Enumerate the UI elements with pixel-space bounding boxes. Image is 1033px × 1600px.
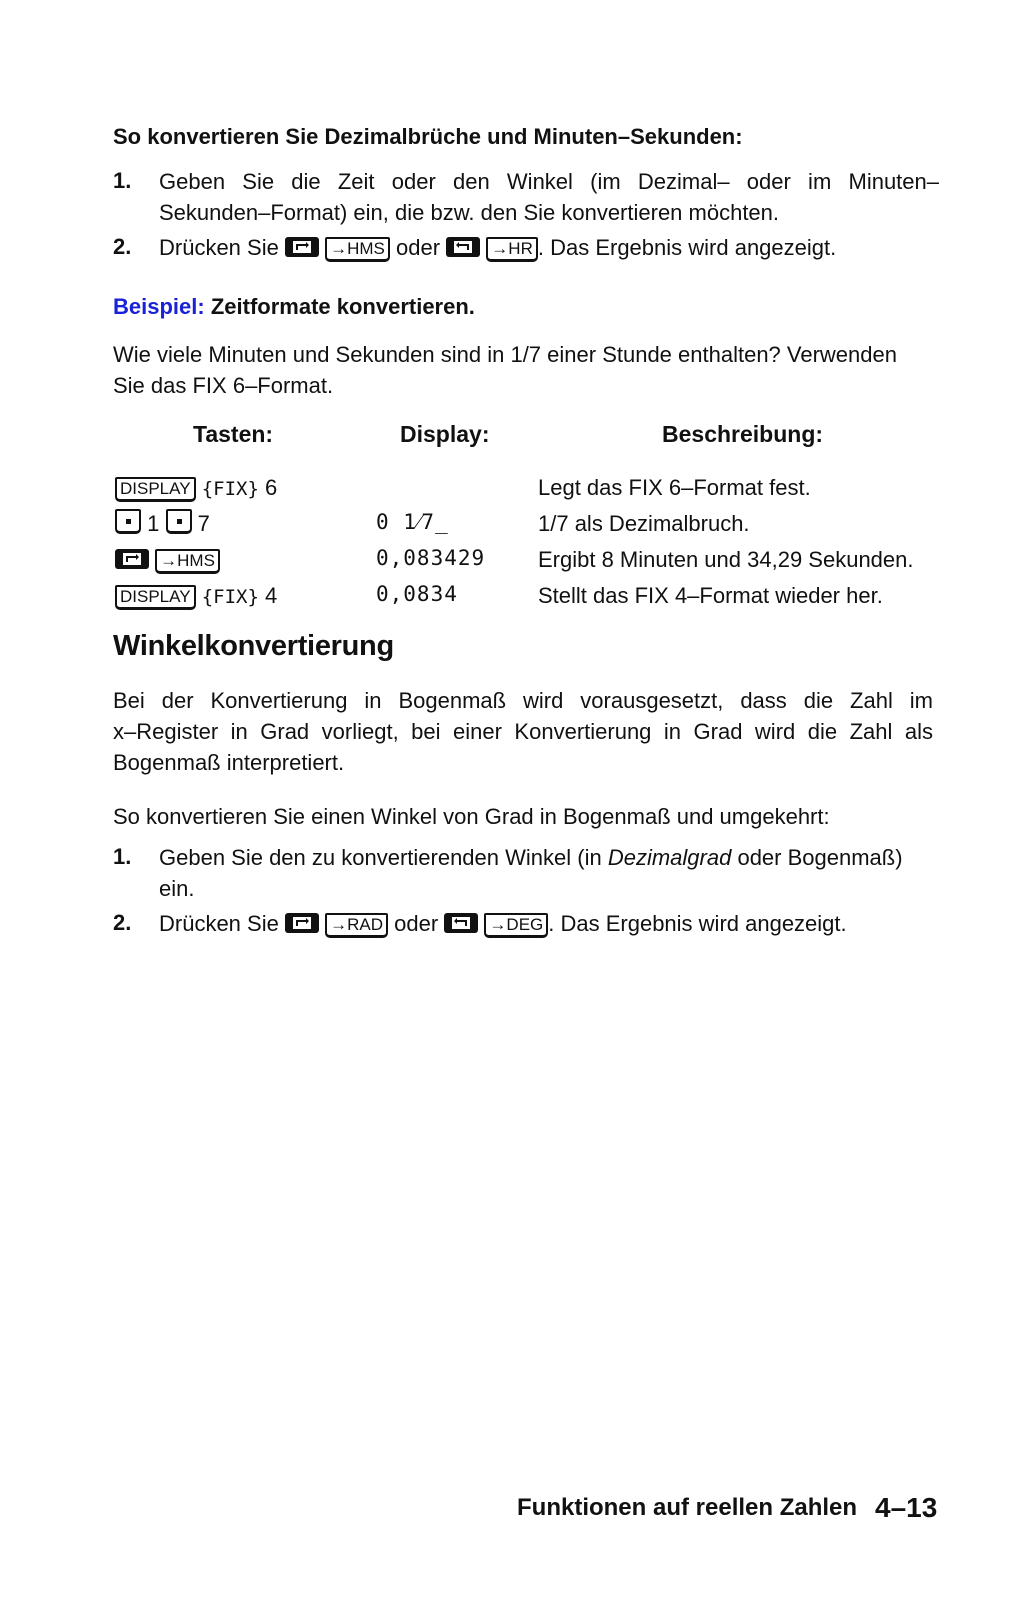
step-2-post: . Das Ergebnis wird angezeigt. (537, 235, 837, 260)
angle-step-2-or: oder (394, 911, 439, 936)
display-readout: 0,083429 (376, 546, 486, 570)
to-hr-key: →HR (486, 237, 538, 262)
step-1-line-2: Sekunden–Format) ein, die bzw. den Sie konvertieren möchten. (159, 200, 780, 225)
display-readout: 0 1⁄7_ (376, 510, 449, 534)
angle-step-1-pre: Geben Sie den zu konvertierenden Winkel (in (159, 845, 602, 870)
footer-page-number: 4–13 (875, 1492, 938, 1523)
step-number: 1. (113, 844, 132, 869)
digit: 4 (265, 583, 278, 608)
to-deg-key: →DEG (484, 913, 548, 938)
example-heading (113, 294, 475, 320)
to-hms-key: →HMS (155, 549, 220, 574)
right-shift-key-icon (115, 549, 149, 569)
paragraph-line-1: Bei der Konvertierung in Bogenmaß wird vorausgesetzt, dass die Zahl im (113, 688, 933, 713)
step-2-pre: Drücken Sie (159, 235, 279, 260)
table-row-description: Ergibt 8 Minuten und 34,29 Sekunden. (538, 547, 914, 572)
right-shift-key-icon (285, 913, 319, 933)
column-header-keys: Tasten: (193, 421, 274, 447)
table-row-keys (115, 544, 220, 575)
table-row-description: Stellt das FIX 4–Format wieder her. (538, 583, 883, 608)
angle-step-2-pre: Drücken Sie (159, 911, 279, 936)
table-row-description: 1/7 als Dezimalbruch. (538, 511, 750, 536)
digit: 7 (197, 511, 210, 536)
right-shift-key-icon (285, 237, 319, 257)
to-rad-key: →RAD (325, 913, 388, 938)
left-shift-key-icon (444, 913, 478, 933)
section-heading-decimal-minutes: So konvertieren Sie Dezimalbrüche und Minuten–Sekunden: (113, 124, 743, 149)
column-header-description: Beschreibung: (662, 421, 824, 447)
decimal-point-key-icon (115, 509, 141, 534)
fix-menu-label: {FIX} (201, 586, 259, 608)
angle-step-1-post: oder Bogenmaß) (737, 845, 903, 870)
angle-intro: So konvertieren Sie einen Winkel von Grad in Bogenmaß und umgekehrt: (113, 804, 830, 829)
step-2-text (159, 232, 836, 263)
decimal-point-key-icon (166, 509, 192, 534)
angle-step-1-italic: Dezimalgrad (607, 845, 732, 870)
example-text-line-1: Wie viele Minuten und Sekunden sind in 1/7 einer Stunde enthalten? Verwenden (113, 342, 897, 367)
display-key: DISPLAY (115, 585, 196, 610)
step-1-line-1: Geben Sie die Zeit oder den Winkel (im Dezimal– oder im Minuten– (159, 169, 939, 194)
angle-step-2-text (159, 908, 847, 939)
footer-chapter-title: Funktionen auf reellen Zahlen (517, 1494, 858, 1521)
step-number: 1. (113, 168, 132, 193)
to-hms-key: →HMS (325, 237, 390, 262)
angle-step-2-post: . Das Ergebnis wird angezeigt. (548, 911, 847, 936)
display-key: DISPLAY (115, 477, 196, 502)
table-row-description: Legt das FIX 6–Format fest. (538, 475, 811, 500)
paragraph-line-3: Bogenmaß interpretiert. (113, 750, 345, 775)
example-text-line-2: Sie das FIX 6–Format. (113, 373, 334, 398)
table-row-keys (115, 472, 277, 505)
angle-step-1-line-1 (159, 842, 903, 873)
step-number: 2. (113, 234, 132, 259)
fix-menu-label: {FIX} (201, 478, 259, 500)
column-header-display: Display: (400, 421, 490, 447)
table-row-keys (115, 580, 277, 613)
paragraph-line-2: x–Register in Grad vorliegt, bei einer Konvertierung in Grad wird die Zahl als (113, 719, 933, 744)
example-title: Zeitformate konvertieren. (210, 294, 475, 319)
left-shift-key-icon (446, 237, 480, 257)
step-number: 2. (113, 910, 132, 935)
angle-step-1-line-2: ein. (159, 876, 195, 901)
table-row-keys (115, 508, 210, 539)
display-readout: 0,0834 (376, 582, 458, 606)
example-label: Beispiel: (113, 294, 205, 319)
digit: 6 (265, 475, 278, 500)
digit: 1 (147, 511, 160, 536)
section-heading-angle-conversion: Winkelkonvertierung (113, 630, 394, 662)
step-2-or: oder (396, 235, 441, 260)
